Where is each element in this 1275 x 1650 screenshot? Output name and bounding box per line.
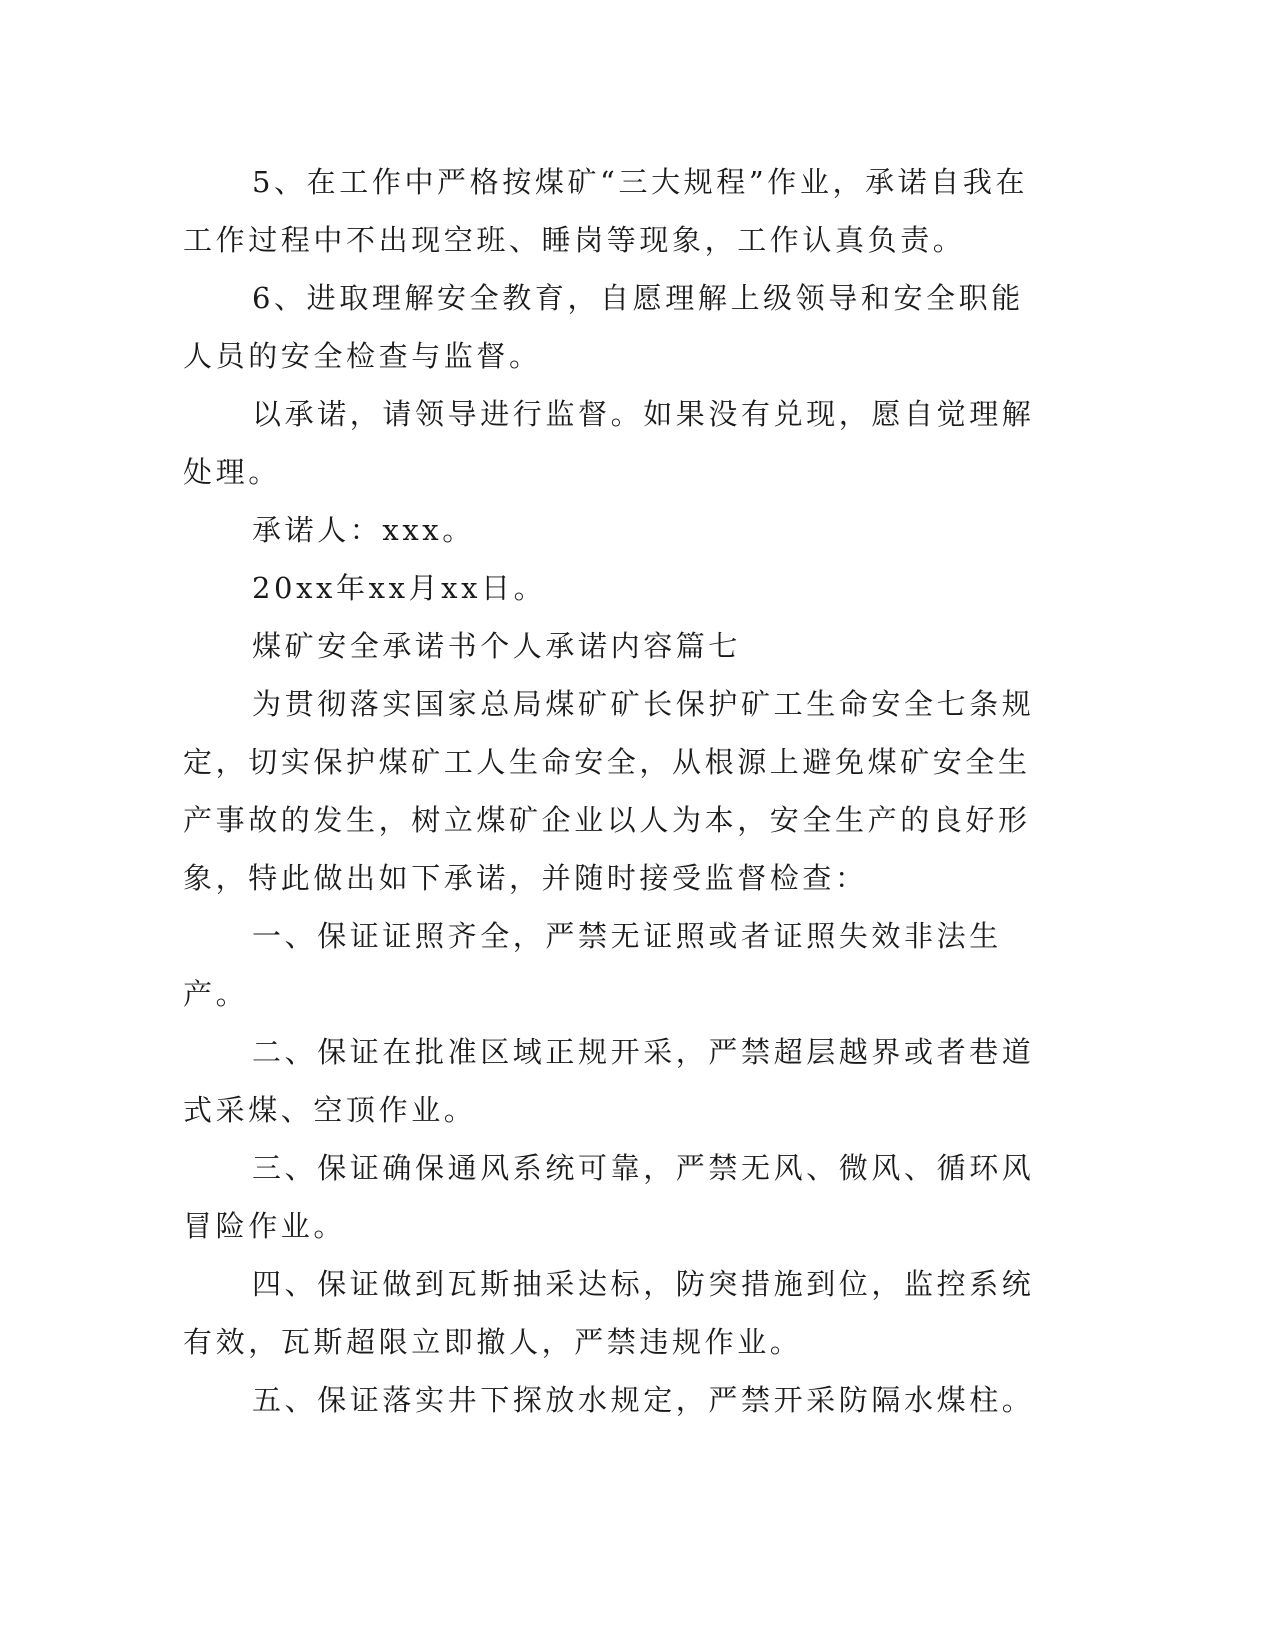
paragraph-item-6: 6、进取理解安全教育，自愿理解上级领导和安全职能人员的安全检查与监督。 — [183, 281, 1024, 373]
paragraph-item-two: 二、保证在批准区域正规开采，严禁超层越界或者巷道式采煤、空顶作业。 — [183, 1035, 1035, 1127]
paragraph-item-five: 五、保证落实井下探放水规定，严禁开采防隔水煤柱。 — [252, 1383, 1035, 1417]
date-line: 20xx年xx月xx日。 — [252, 571, 547, 605]
paragraph-item-one: 一、保证证照齐全，严禁无证照或者证照失效非法生产。 — [183, 919, 1002, 1011]
signatory-line: 承诺人：xxx。 — [252, 513, 475, 547]
document-body — [183, 153, 1043, 1429]
paragraph-supervision: 以承诺，请领导进行监督。如果没有兑现，愿自觉理解处理。 — [183, 397, 1035, 489]
paragraph-item-three: 三、保证确保通风系统可靠，严禁无风、微风、循环风冒险作业。 — [183, 1151, 1035, 1243]
paragraph-item-four: 四、保证做到瓦斯抽采达标，防突措施到位，监控系统有效，瓦斯超限立即撤人，严禁违规作业。 — [183, 1267, 1035, 1359]
section-title: 煤矿安全承诺书个人承诺内容篇七 — [252, 629, 742, 663]
paragraph-intro: 为贯彻落实国家总局煤矿矿长保护矿工生命安全七条规定，切实保护煤矿工人生命安全，从根源上避免煤矿安全生产事故的发生，树立煤矿企业以人为本，安全生产的良好形象，特此做出如下承诺，并随时接受监督检查： — [183, 687, 1035, 895]
paragraph-item-5: 5、在工作中严格按煤矿“三大规程”作业，承诺自我在工作过程中不出现空班、睡岗等现象，工作认真负责。 — [183, 165, 1029, 257]
